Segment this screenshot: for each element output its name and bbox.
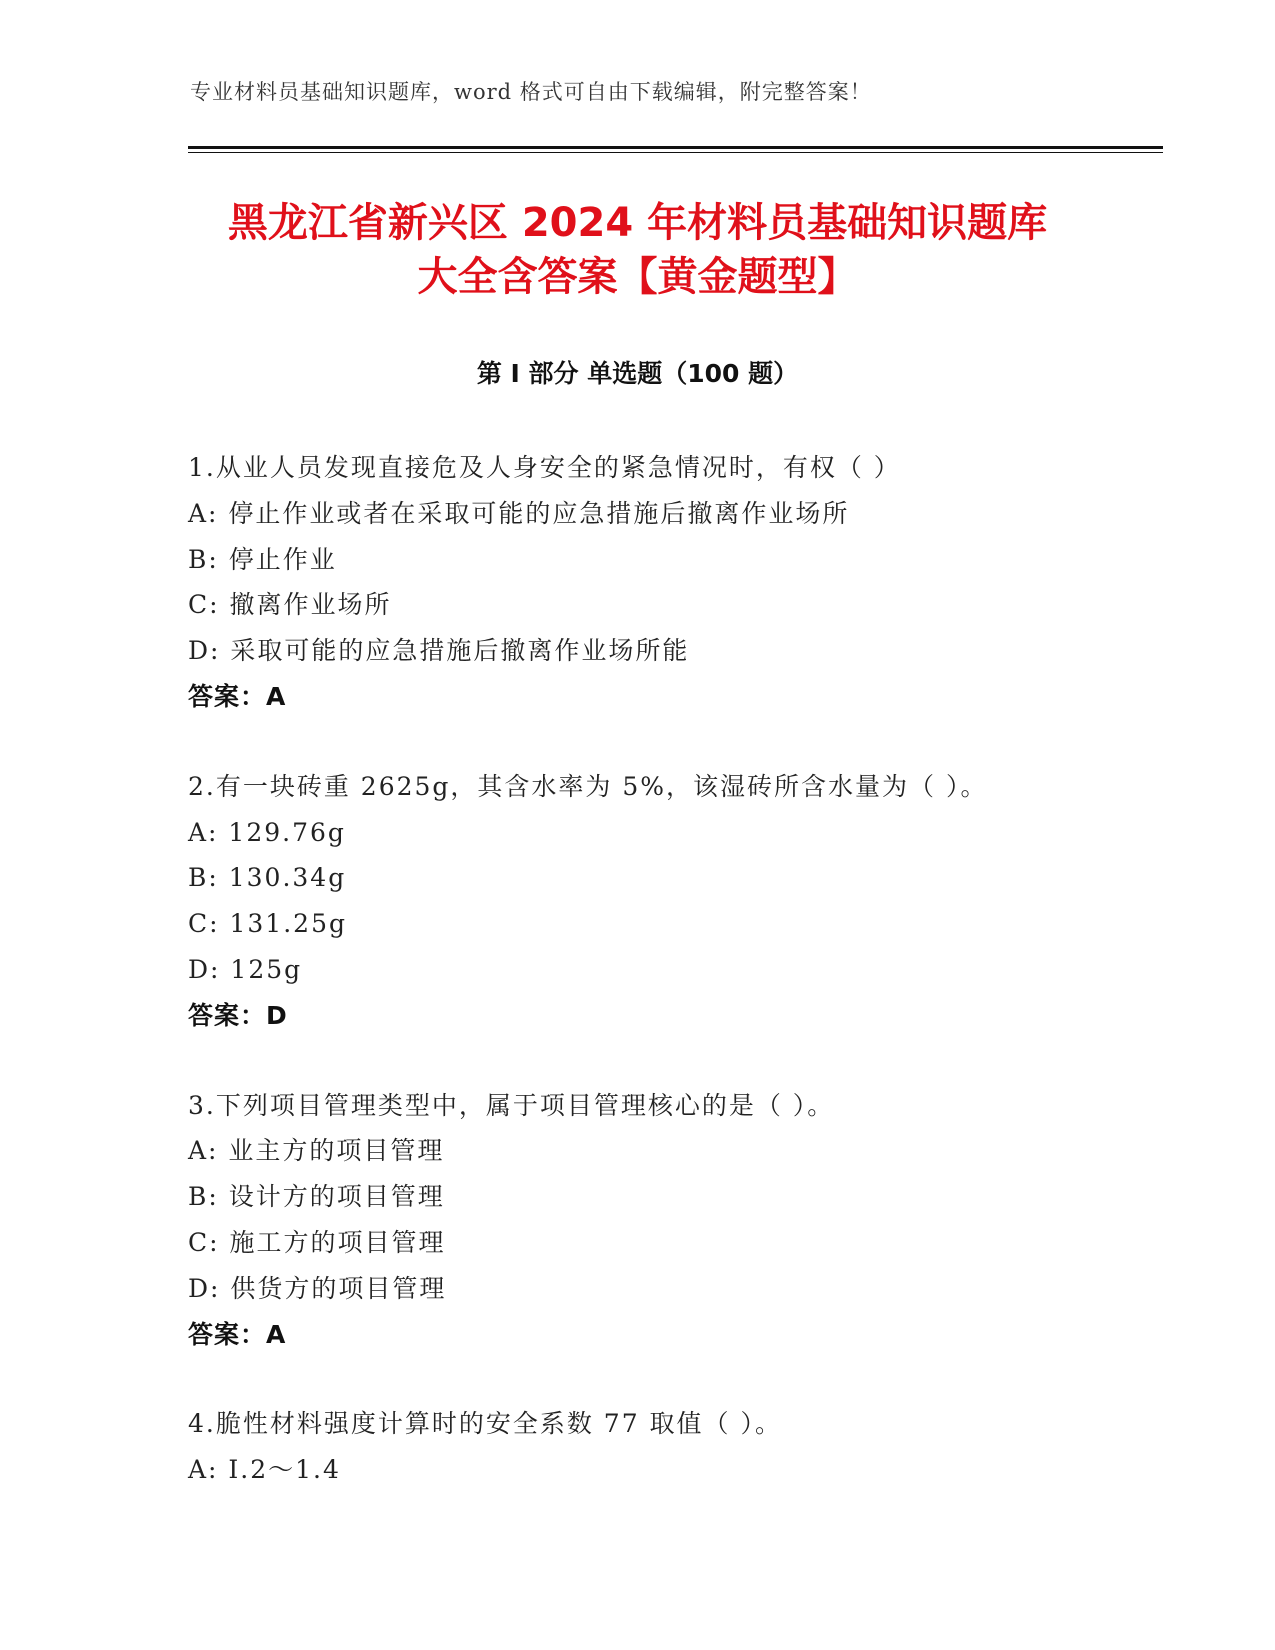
question-stem: 4.脆性材料强度计算时的安全系数 77 取值（ ）。 xyxy=(188,1409,783,1439)
document-title-line-1: 黑龙江省新兴区 2024 年材料员基础知识题库 xyxy=(227,200,1048,246)
option-c: C: 131.25g xyxy=(188,909,347,939)
option-b: B: 130.34g xyxy=(188,863,347,893)
header-note: 专业材料员基础知识题库，word 格式可自由下载编辑，附完整答案！ xyxy=(190,80,872,104)
option-b: B: 设计方的项目管理 xyxy=(188,1182,445,1212)
option-c: C: 撤离作业场所 xyxy=(188,590,392,620)
option-a: A: 业主方的项目管理 xyxy=(188,1136,445,1166)
answer-label: 答案：A xyxy=(188,681,287,711)
document-title-line-2: 大全含答案【黄金题型】 xyxy=(417,254,858,300)
option-a: A: 129.76g xyxy=(188,817,346,847)
question-stem: 2.有一块砖重 2625g，其含水率为 5%，该湿砖所含水量为（ ）。 xyxy=(188,771,988,801)
option-a: A: I.2～1.4 xyxy=(188,1455,341,1485)
option-c: C: 施工方的项目管理 xyxy=(188,1227,446,1257)
question-2 xyxy=(188,764,1148,1039)
document-title xyxy=(160,196,1115,304)
option-d: D: 供货方的项目管理 xyxy=(188,1273,447,1303)
option-a: A: 停止作业或者在采取可能的应急措施后撤离作业场所 xyxy=(188,498,850,528)
option-d: D: 125g xyxy=(188,954,303,984)
question-stem: 1.从业人员发现直接危及人身安全的紧急情况时，有权（ ） xyxy=(188,453,901,482)
answer-label: 答案：D xyxy=(188,1000,288,1030)
header-rule-thin xyxy=(188,152,1163,153)
question-list xyxy=(188,445,1148,1537)
answer-label: 答案：A xyxy=(188,1319,287,1349)
option-d: D: 采取可能的应急措施后撤离作业场所能 xyxy=(188,636,690,666)
header-rule-thick xyxy=(188,146,1163,149)
question-stem: 3.下列项目管理类型中，属于项目管理核心的是（ ）。 xyxy=(188,1090,835,1120)
question-1 xyxy=(188,445,1148,720)
question-3 xyxy=(188,1083,1148,1358)
section-title: 第 I 部分 单选题（100 题） xyxy=(476,359,799,388)
question-4 xyxy=(188,1401,1148,1493)
option-b: B: 停止作业 xyxy=(188,544,337,574)
